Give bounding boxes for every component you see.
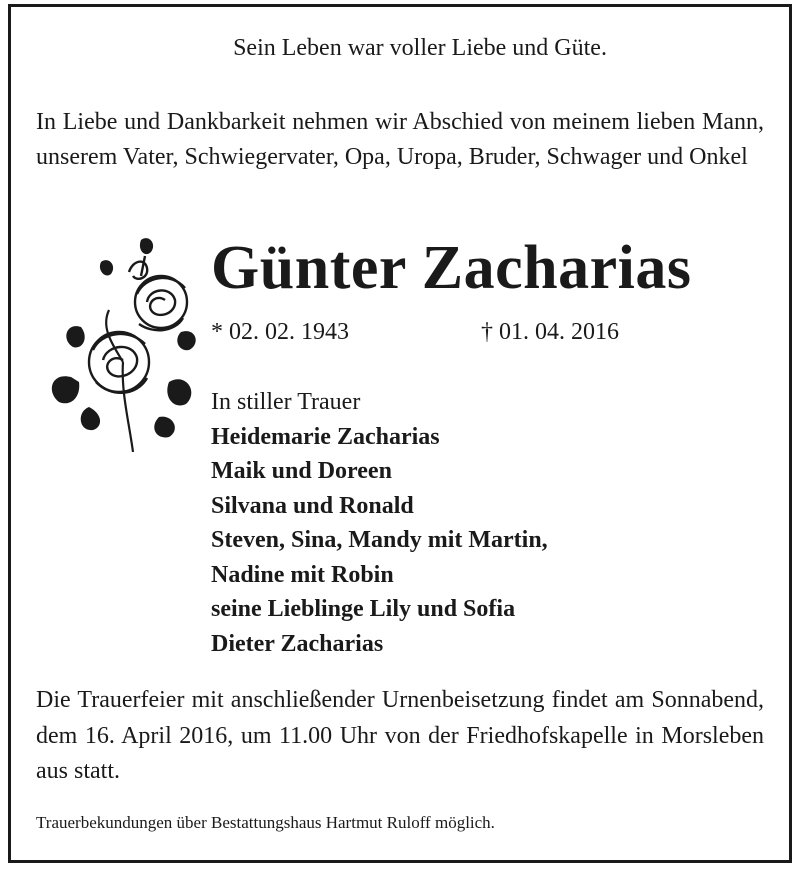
service-details: Die Trauerfeier mit anschließender Urnenbeisetzung findet am Sonnabend, dem 16. April 2016, um 11.00 Uhr von der Friedhofskapelle in Morsleben aus statt.: [36, 687, 764, 784]
life-dates: [211, 319, 619, 346]
rose-icon: [41, 232, 201, 452]
motto: Sein Leben war voller Liebe und Güte.: [233, 35, 607, 61]
mourner: Maik und Doreen: [211, 458, 392, 484]
death-date: † 01. 04. 2016: [481, 319, 619, 345]
mourners-list: [211, 385, 548, 661]
footnote: Trauerbekundungen über Bestattungshaus Hartmut Ruloff möglich.: [36, 813, 495, 832]
obituary-notice: [8, 4, 792, 863]
intro-text: In Liebe und Dankbarkeit nehmen wir Abschied von meinem lieben Mann, unserem Vater, Schwiegervater, Opa, Uropa, Bruder, Schwager und Onkel: [36, 109, 764, 170]
mourner: Dieter Zacharias: [211, 630, 384, 657]
mourning-lead: In stiller Trauer: [211, 389, 361, 415]
mourner: Silvana und Ronald: [211, 492, 414, 519]
mourner: seine Lieblinge Lily und Sofia: [211, 596, 516, 622]
deceased-name: Günter Zacharias: [211, 234, 692, 302]
mourner: Steven, Sina, Mandy mit Martin,: [211, 527, 548, 553]
mourner: Nadine mit Robin: [211, 561, 394, 588]
mourner: Heidemarie Zacharias: [211, 423, 440, 450]
birth-date: * 02. 02. 1943: [211, 319, 349, 345]
